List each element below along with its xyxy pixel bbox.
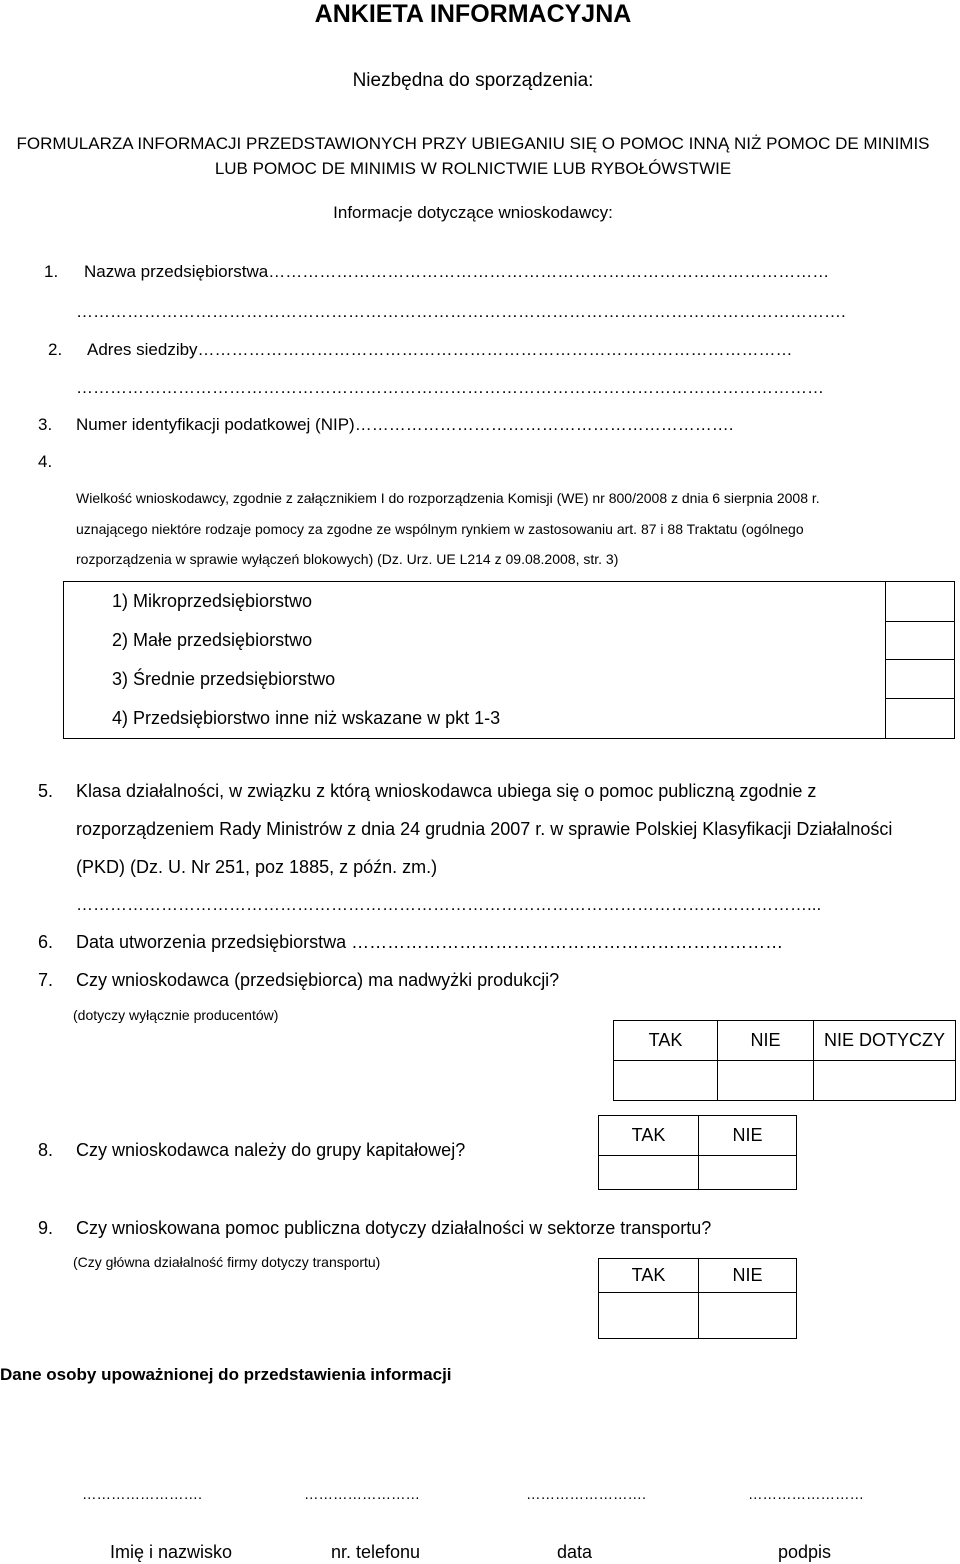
q9-checkbox-tak[interactable]	[599, 1293, 699, 1339]
date-label: data	[557, 1542, 593, 1562]
q6-founding-date-field[interactable]: Data utworzenia przedsiębiorstwa ………………………………………………………………	[76, 932, 784, 952]
q7-question: Czy wnioskodawca (przedsiębiorca) ma nadwyżki produkcji?	[76, 970, 560, 990]
q7-number: 7.	[38, 970, 54, 990]
signature-label: podpis	[778, 1542, 832, 1562]
q8-checkbox-tak[interactable]	[599, 1156, 699, 1190]
q4-text-line-2: uznającego niektóre rodzaje pomocy za zgodne ze wspólnym rynkiem w zastosowaniu art. 87 i 88 Traktatu (ogólnego	[76, 521, 804, 537]
size-checkbox-other[interactable]	[886, 699, 955, 739]
q8-answer-grid	[598, 1115, 797, 1190]
q7-checkbox-tak[interactable]	[614, 1061, 718, 1101]
name-label: Imię i nazwisko	[110, 1542, 233, 1562]
q9-answer-nie: NIE	[699, 1259, 797, 1293]
size-checkbox-micro[interactable]	[886, 582, 955, 622]
q5-number: 5.	[38, 781, 54, 801]
q4-number: 4.	[38, 452, 53, 471]
q5-text-line-2: rozporządzeniem Rady Ministrów z dnia 24 grudnia 2007 r. w sprawie Polskiej Klasyfikacji Działalności	[76, 819, 893, 839]
q2-continuation-line[interactable]: ……………………………………………………………………………………………………………………	[76, 378, 824, 397]
applicant-info-heading: Informacje dotyczące wnioskodawcy:	[333, 203, 613, 222]
q8-answer-nie: NIE	[699, 1116, 797, 1156]
q9-number: 9.	[38, 1218, 54, 1238]
q7-checkbox-nie-dotyczy[interactable]	[814, 1061, 956, 1101]
page-subtitle: Niezbędna do sporządzenia:	[352, 70, 594, 91]
q7-answer-nie: NIE	[718, 1021, 814, 1061]
date-blank[interactable]: …………………….	[526, 1487, 647, 1503]
q4-text-line-1: Wielkość wnioskodawcy, zgodnie z załącznikiem I do rozporządzenia Komisji (WE) nr 800/2008 z dnia 6 sierpnia 2008 r.	[76, 490, 820, 506]
q5-pkd-field[interactable]: …………………………………………………………………………………………………………………...	[76, 895, 822, 914]
size-option-medium: 3) Średnie przedsiębiorstwo	[64, 660, 886, 699]
q9-answer-tak: TAK	[599, 1259, 699, 1293]
q1-continuation-line[interactable]: ……………………………………………………………………………………………………………………….	[76, 302, 846, 321]
q7-answer-nie-dotyczy: NIE DOTYCZY	[814, 1021, 956, 1061]
q9-question: Czy wnioskowana pomoc publiczna dotyczy działalności w sektorze transportu?	[76, 1218, 712, 1238]
q2-number: 2.	[48, 340, 63, 359]
size-option-small: 2) Małe przedsiębiorstwo	[64, 621, 886, 660]
size-checkbox-medium[interactable]	[886, 660, 955, 699]
name-blank[interactable]: …………………….	[82, 1487, 203, 1503]
form-name: FORMULARZA INFORMACJI PRZEDSTAWIONYCH PRZY UBIEGANIU SIĘ O POMOC INNĄ NIŻ POMOC DE MINIMIS LUB POMOC DE MINIMIS W ROLNICTWIE LUB RYBOŁÓWSTWIE	[16, 134, 930, 178]
phone-label: nr. telefonu	[331, 1542, 421, 1562]
q8-number: 8.	[38, 1140, 54, 1160]
q9-checkbox-nie[interactable]	[699, 1293, 797, 1339]
q7-answer-tak: TAK	[614, 1021, 718, 1061]
signature-blank[interactable]: ……………………	[748, 1487, 864, 1503]
q2-address-field[interactable]: Adres siedziby……………………………………………………………………………………………	[87, 340, 793, 359]
company-size-table	[63, 581, 955, 739]
q7-note: (dotyczy wyłącznie producentów)	[73, 1007, 279, 1023]
q8-checkbox-nie[interactable]	[699, 1156, 797, 1190]
q5-text-line-1: Klasa działalności, w związku z którą wnioskodawca ubiega się o pomoc publiczną zgodnie z	[76, 781, 817, 801]
phone-blank[interactable]: ……………………	[304, 1487, 420, 1503]
page-title: ANKIETA INFORMACYJNA	[314, 0, 632, 28]
q3-number: 3.	[38, 415, 53, 434]
q7-answer-grid	[613, 1020, 956, 1101]
q4-text-line-3: rozporządzenia w sprawie wyłączeń blokowych) (Dz. Urz. UE L214 z 09.08.2008, str. 3)	[76, 551, 619, 567]
q3-nip-field[interactable]: Numer identyfikacji podatkowej (NIP)………………………………………………………….	[76, 415, 734, 434]
q9-note: (Czy główna działalność firmy dotyczy transportu)	[73, 1254, 381, 1270]
authorized-person-heading: Dane osoby upoważnionej do przedstawienia informacji	[0, 1365, 452, 1384]
size-option-other: 4) Przedsiębiorstwo inne niż wskazane w pkt 1-3	[64, 699, 886, 739]
q1-number: 1.	[44, 262, 59, 281]
q8-question: Czy wnioskodawca należy do grupy kapitałowej?	[76, 1140, 466, 1160]
q8-answer-tak: TAK	[599, 1116, 699, 1156]
q9-answer-grid	[598, 1258, 797, 1339]
q5-text-line-3: (PKD) (Dz. U. Nr 251, poz 1885, z późn. zm.)	[76, 857, 438, 877]
size-option-micro: 1) Mikroprzedsiębiorstwo	[64, 582, 886, 622]
q7-checkbox-nie[interactable]	[718, 1061, 814, 1101]
q1-company-name-field[interactable]: Nazwa przedsiębiorstwa………………………………………………………………………………………	[84, 262, 830, 281]
q6-number: 6.	[38, 932, 54, 952]
size-checkbox-small[interactable]	[886, 621, 955, 660]
